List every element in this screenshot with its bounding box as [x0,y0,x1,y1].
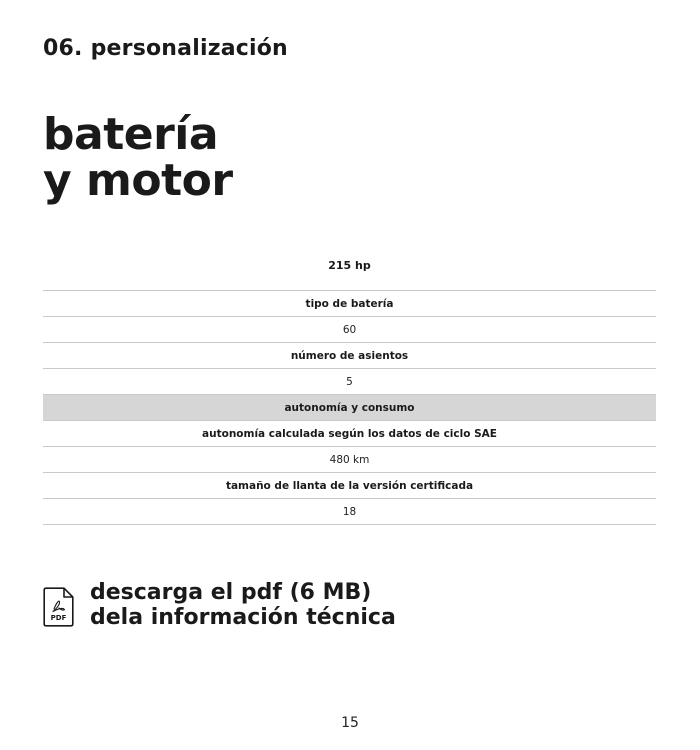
page-title-line-2: y motor [43,155,233,206]
pdf-file-icon [43,587,74,627]
section-heading [43,36,288,61]
download-text-line-1[interactable]: descarga el pdf (6 MB) [90,580,372,605]
download-text[interactable] [90,580,396,630]
page-title-line-1: batería [43,109,219,160]
spec-row-battery-type-value: 60 [43,317,656,343]
spec-row-battery-type-label: tipo de batería [43,291,656,317]
section-number: 06. [43,36,83,61]
spec-table-header: 215 hp [328,258,371,272]
spec-row-wheel-size-label: tamaño de llanta de la versión certificada [43,473,656,499]
download-pdf-link[interactable] [43,580,396,630]
spec-row-wheel-size-value: 18 [43,499,656,525]
spec-row-range-label: autonomía calculada según los datos de ciclo SAE [43,421,656,447]
page-number: 15 [341,715,359,731]
spec-group-range-consumption: autonomía y consumo [43,395,656,421]
spec-row-seats-value: 5 [43,369,656,395]
spec-row-range-value: 480 km [43,447,656,473]
pdf-icon-label: PDF [50,614,67,622]
download-text-line-2[interactable]: dela información técnica [90,605,396,630]
spec-table [43,290,656,525]
section-title: personalización [90,36,288,61]
page-title [43,109,233,206]
spec-row-seats-label: número de asientos [43,343,656,369]
